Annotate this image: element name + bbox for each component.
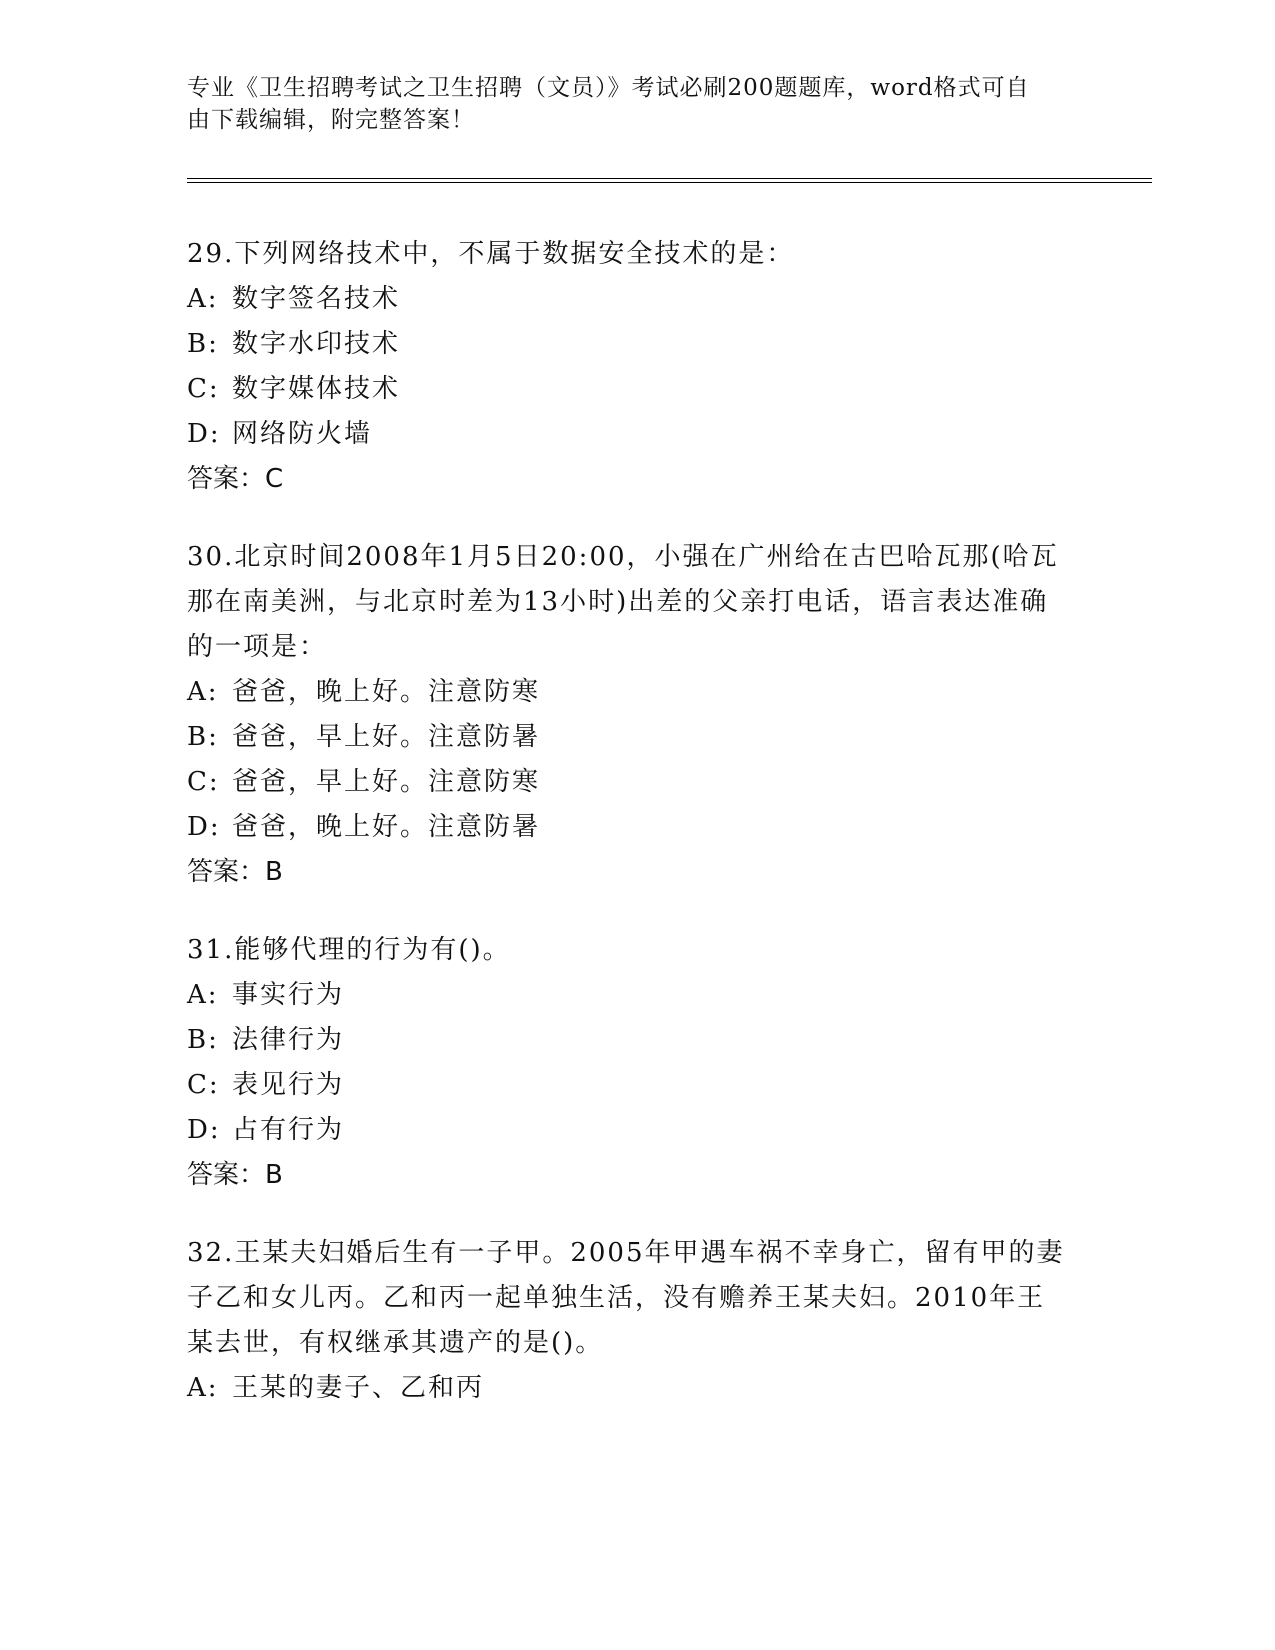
question-text: 32.王某夫妇婚后生有一子甲。2005年甲遇车祸不幸身亡，留有甲的妻子乙和女儿丙。乙和丙一起单独生活，没有赡养王某夫妇。2010年王某去世，有权继承其遗产的是()。 [187,1238,1065,1358]
option-key: C: [187,767,220,797]
option-a [187,670,1067,715]
answer-line: 答案：C [187,464,284,494]
question-text: 30.北京时间2008年1月5日20:00，小强在广州给在古巴哈瓦那(哈瓦那在南美洲，与北京时差为13小时)出差的父亲打电话，语言表达准确的一项是： [187,542,1059,662]
header-line-2: 由下载编辑，附完整答案！ [187,107,475,133]
option-key: B: [187,722,219,752]
question-29 [187,232,1067,502]
option-a [187,973,1067,1018]
header-divider-top [187,178,1152,179]
question-32 [187,1231,1067,1411]
answer-line: 答案：B [187,857,283,887]
option-text: 爸爸，晚上好。注意防寒 [232,677,541,707]
option-d [187,1108,1067,1153]
option-text: 法律行为 [232,1025,345,1055]
option-c [187,367,1067,412]
option-text: 爸爸，早上好。注意防暑 [232,722,541,752]
option-d [187,805,1067,850]
option-c [187,760,1067,805]
question-text: 29.下列网络技术中，不属于数据安全技术的是： [187,239,795,269]
option-text: 数字媒体技术 [232,374,401,404]
option-c [187,1063,1067,1108]
header-divider-bottom [187,182,1152,183]
option-key: A: [187,980,219,1010]
option-text: 数字签名技术 [232,284,401,314]
option-key: C: [187,374,220,404]
option-a [187,277,1067,322]
question-list [187,232,1067,1444]
option-text: 占有行为 [232,1115,345,1145]
option-key: C: [187,1070,220,1100]
option-b [187,322,1067,367]
header-line-1: 专业《卫生招聘考试之卫生招聘（文员）》考试必刷200题题库，word格式可自 [187,75,1030,101]
option-text: 表见行为 [232,1070,345,1100]
option-text: 事实行为 [232,980,345,1010]
option-text: 网络防火墙 [232,419,373,449]
option-b [187,1018,1067,1063]
option-key: D: [187,1115,221,1145]
option-d [187,412,1067,457]
option-a [187,1366,1067,1411]
option-key: D: [187,419,221,449]
answer-line: 答案：B [187,1160,283,1190]
option-b [187,715,1067,760]
option-text: 爸爸，早上好。注意防寒 [232,767,541,797]
document-header [187,72,1067,136]
option-key: B: [187,1025,219,1055]
option-key: A: [187,677,219,707]
option-key: B: [187,329,219,359]
option-text: 王某的妻子、乙和丙 [232,1373,485,1403]
question-text: 31.能够代理的行为有()。 [187,935,511,965]
option-key: A: [187,284,219,314]
option-key: D: [187,812,221,842]
option-text: 爸爸，晚上好。注意防暑 [232,812,541,842]
question-30 [187,535,1067,895]
option-text: 数字水印技术 [232,329,401,359]
option-key: A: [187,1373,219,1403]
question-31 [187,928,1067,1198]
